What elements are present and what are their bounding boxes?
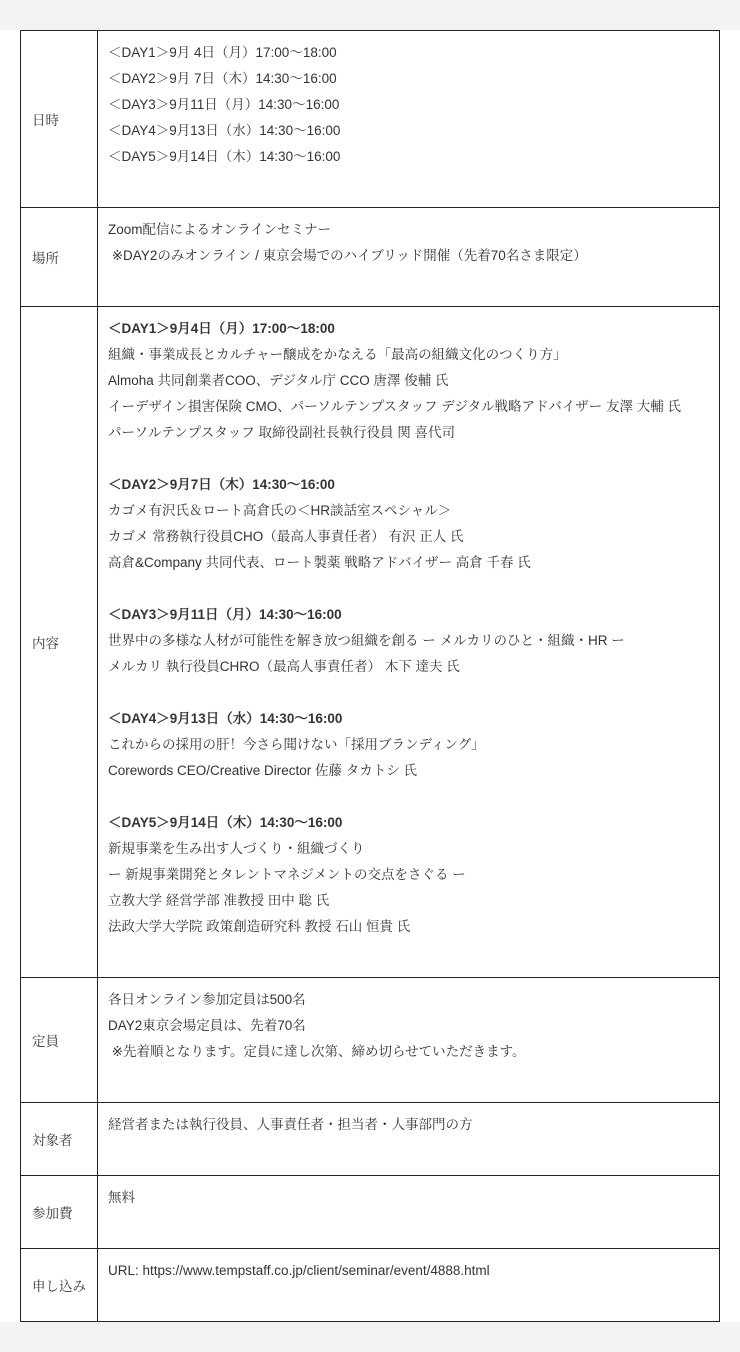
spacer — [108, 576, 719, 602]
day4-heading: ＜DAY4＞9月13日（水）14:30〜16:00 — [108, 711, 343, 726]
day1-heading: ＜DAY1＞9月4日（月）17:00〜18:00 — [108, 321, 335, 336]
row-label: 対象者 — [21, 1103, 98, 1176]
row-label: 場所 — [21, 208, 98, 307]
day2-line: カゴメ有沢氏＆ロート高倉氏の＜HR談話室スペシャル＞ — [108, 503, 452, 518]
spacer — [108, 446, 719, 472]
day4-line: Corewords CEO/Creative Director 佐藤 タカトシ 氏 — [108, 763, 418, 778]
day3-line: メルカリ 執行役員CHRO（最高人事責任者） 木下 達夫 氏 — [108, 659, 460, 674]
capacity-line: 各日オンライン参加定員は500名 — [108, 992, 306, 1007]
spacer — [108, 784, 719, 810]
row-label: 日時 — [21, 31, 98, 208]
schedule-line: ＜DAY5＞9月14日（木）14:30〜16:00 — [108, 149, 341, 164]
schedule-line: ＜DAY4＞9月13日（水）14:30〜16:00 — [108, 123, 341, 138]
schedule-line: ＜DAY3＞9月11日（月）14:30〜16:00 — [108, 97, 340, 112]
day1-line: パーソルテンプスタッフ 取締役副社長執行役員 関 喜代司 — [108, 425, 455, 440]
location-value — [98, 208, 720, 307]
schedule-line: ＜DAY2＞9月 7日（木）14:30〜16:00 — [108, 71, 337, 86]
table-row-audience — [21, 1103, 720, 1176]
datetime-value — [98, 31, 720, 208]
row-label: 参加費 — [21, 1176, 98, 1249]
day1-line: イーデザイン損害保険 CMO、パーソルテンプスタッフ デジタル戦略アドバイザー 友澤 大輔 氏 — [108, 399, 681, 414]
day3-heading: ＜DAY3＞9月11日（月）14:30〜16:00 — [108, 607, 342, 622]
row-label: 内容 — [21, 307, 98, 978]
day5-heading: ＜DAY5＞9月14日（木）14:30〜16:00 — [108, 815, 343, 830]
day2-line: カゴメ 常務執行役員CHO（最高人事責任者） 有沢 正人 氏 — [108, 529, 464, 544]
schedule-line: ＜DAY1＞9月 4日（月）17:00〜18:00 — [108, 45, 337, 60]
day5-line: 法政大学大学院 政策創造研究科 教授 石山 恒貴 氏 — [108, 919, 411, 934]
day1-line: 組織・事業成長とカルチャー醸成をかなえる「最高の組織文化のつくり方」 — [108, 347, 567, 362]
day5-line: 立教大学 経営学部 准教授 田中 聡 氏 — [108, 893, 330, 908]
row-label: 定員 — [21, 978, 98, 1103]
application-url: URL: https://www.tempstaff.co.jp/client/seminar/event/4888.html — [108, 1263, 490, 1278]
audience-value — [98, 1103, 720, 1176]
spacer — [108, 680, 719, 706]
row-label: 申し込み — [21, 1249, 98, 1322]
seminar-info-table — [20, 30, 720, 1322]
day2-heading: ＜DAY2＞9月7日（木）14:30〜16:00 — [108, 477, 335, 492]
day5-line: 新規事業を生み出す人づくり・組織づくり — [108, 841, 365, 856]
table-row-datetime — [21, 31, 720, 208]
capacity-line: DAY2東京会場定員は、先着70名 — [108, 1018, 306, 1033]
day5-line: ー 新規事業開発とタレントマネジメントの交点をさぐる ー — [108, 867, 466, 882]
table-row-location — [21, 208, 720, 307]
location-line: ※DAY2のみオンライン / 東京会場でのハイブリッド開催（先着70名さま限定） — [108, 248, 587, 263]
capacity-line: ※先着順となります。定員に達し次第、締め切らせていただきます。 — [108, 1044, 526, 1059]
application-value — [98, 1249, 720, 1322]
day4-line: これからの採用の肝！今さら聞けない「採用ブランディング」 — [108, 737, 485, 752]
content-value — [98, 307, 720, 978]
table-row-capacity — [21, 978, 720, 1103]
capacity-value — [98, 978, 720, 1103]
audience-line: 経営者または執行役員、人事責任者・担当者・人事部門の方 — [108, 1117, 473, 1132]
fee-value — [98, 1176, 720, 1249]
table-row-fee — [21, 1176, 720, 1249]
day3-line: 世界中の多様な人材が可能性を解き放つ組織を創る ー メルカリのひと・組織・HR ー — [108, 633, 625, 648]
day1-line: Almoha 共同創業者COO、デジタル庁 CCO 唐澤 俊輔 氏 — [108, 373, 449, 388]
location-line: Zoom配信によるオンラインセミナー — [108, 222, 332, 237]
day2-line: 高倉&Company 共同代表、ロート製薬 戦略アドバイザー 高倉 千春 氏 — [108, 555, 531, 570]
table-row-content — [21, 307, 720, 978]
fee-line: 無料 — [108, 1190, 135, 1205]
table-row-application — [21, 1249, 720, 1322]
